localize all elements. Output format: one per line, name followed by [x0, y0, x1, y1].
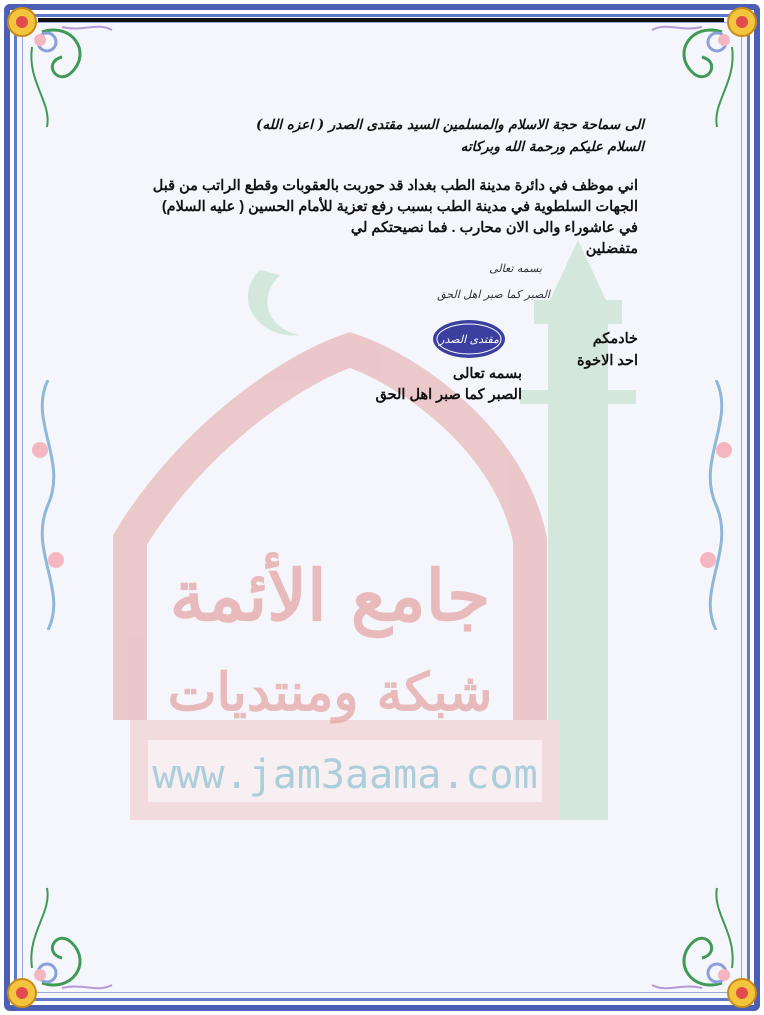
letter-body: [118, 176, 638, 260]
watermark-title: جامع الأئمة: [169, 554, 491, 637]
greeting-line: السلام عليكم ورحمة الله وبركاته: [460, 139, 644, 155]
corner-ornament-top-left: [2, 2, 132, 132]
handwritten-note-bottom: الصبر كما صبر اهل الحق: [437, 288, 550, 301]
greeting-line: الى سماحة حجة الاسلام والمسلمين السيد مقتدى الصدر ( اعزه الله): [256, 117, 644, 133]
stamp-text: مقتدى الصدر: [439, 333, 499, 346]
body-line: اني موظف في دائرة مدينة الطب بغداد قد حوربت بالعقوبات وقطع الراتب من قبل: [152, 178, 638, 194]
letter-greeting: [124, 114, 644, 158]
reply-line: بسمه تعالى: [452, 366, 522, 382]
corner-ornament-bottom-left: [2, 883, 132, 1013]
corner-ornament-bottom-right: [632, 883, 762, 1013]
side-ornament-right: [686, 380, 746, 630]
corner-ornament-top-right: [632, 2, 762, 132]
handwritten-note-top: بسمه تعالى: [489, 262, 542, 275]
reply-line: الصبر كما صبر اهل الحق: [375, 387, 522, 403]
side-ornament-left: [18, 380, 78, 630]
reply-text: [262, 364, 522, 406]
body-line: متفضلين: [585, 241, 638, 257]
top-rule: [38, 18, 724, 22]
signoff-line: خادمكم: [592, 331, 638, 347]
body-line: الجهات السلطوية في مدينة الطب بسبب رفع تعزية للأمام الحسين ( عليه السلام): [161, 199, 638, 215]
signoff-line: احد الاخوة: [577, 353, 638, 369]
body-line: في عاشوراء والى الان محارب . فما نصيحتكم لي: [350, 220, 638, 236]
watermark-subtitle: شبكة ومنتديات: [167, 662, 493, 723]
watermark-url: www.jam3aama.com: [152, 752, 538, 798]
